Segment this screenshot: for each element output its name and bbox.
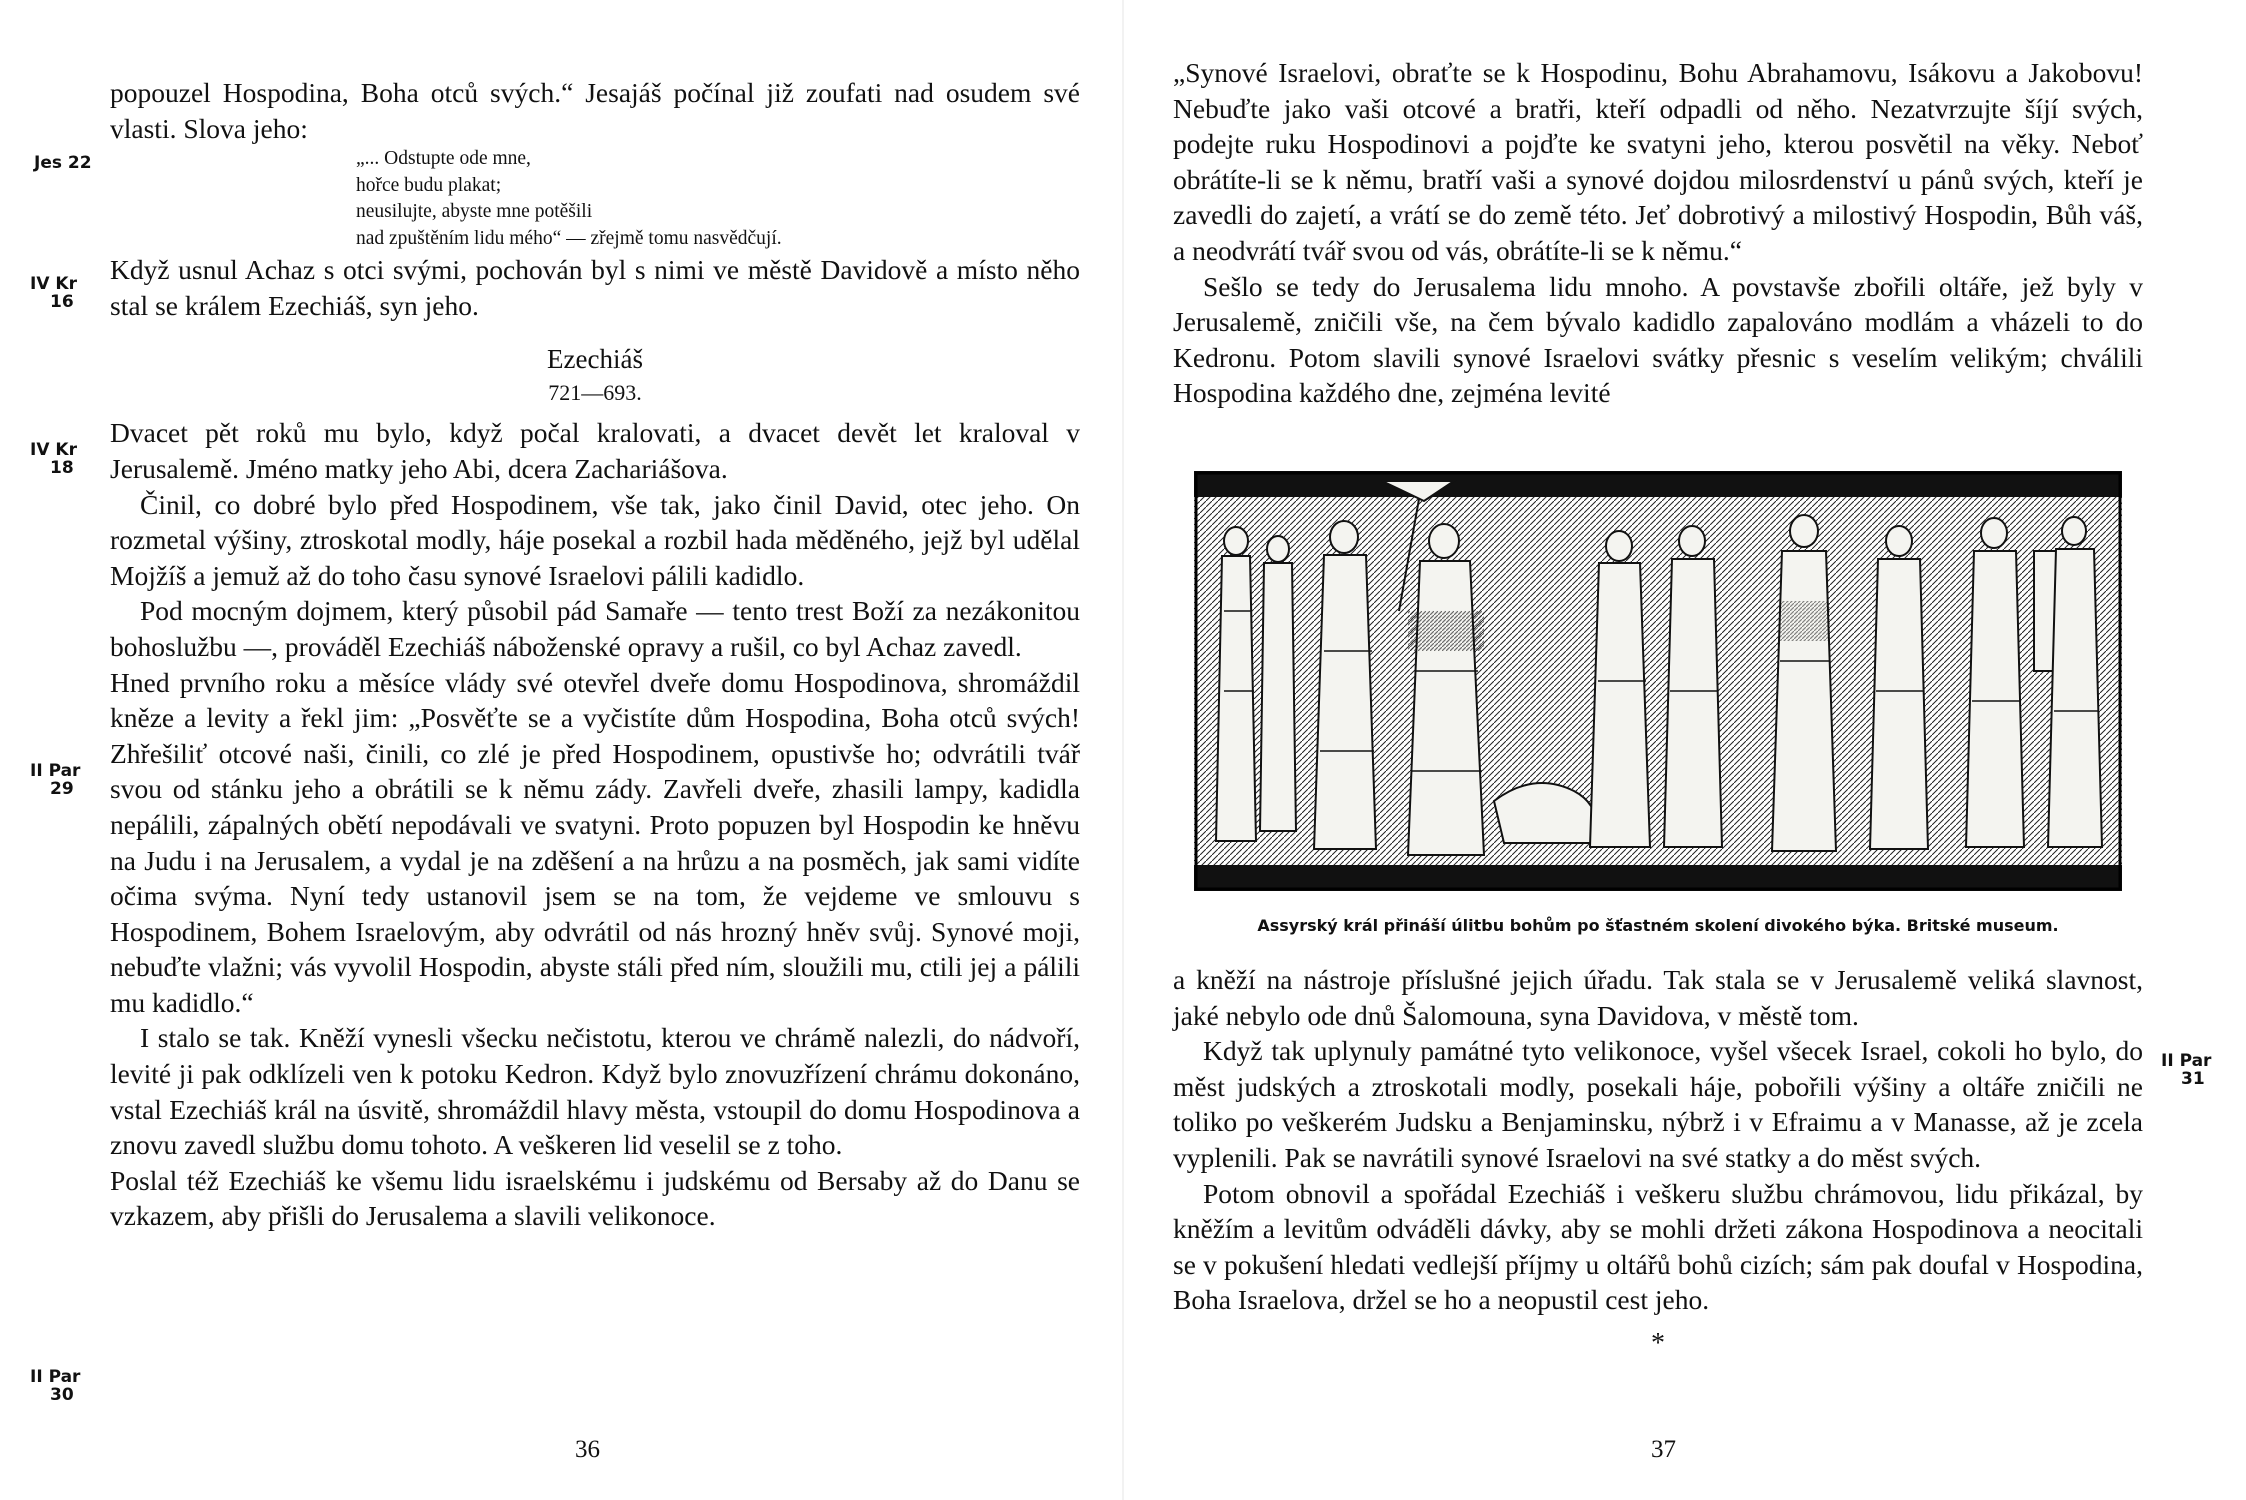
paragraph: Činil, co dobré bylo před Hospodinem, vše tak, jako činil David, otec jeho. On rozmetal výšiny, ztroskotal modly, háje posekal a rozbil hada měděného, jejž byl udělal Mojžíš a jemuž až do toho času synové Israelovi pálili kadidlo. [110,488,1080,591]
ref-text: Jes 22 [34,153,92,173]
paragraph: Hned prvního roku a měsíce vlády své otevřel dveře domu Hospodinova, shromáždil kněze a levity a řekl jim: „Posvěťte se a vyčistíte dům Hospodina, Boha otců svých! Zhřešiliť otcové naši, činili, co zlé je před Hospodinem, opustivše ho; odvrátili tvář svou od stánku jeho a obrátili se k němu zády. Zavřeli dveře, zhasili lampy, kadidla nepálili, zápalných obětí nepodávali ve svatyni. Proto popuzen byl Hospodin ke hněvu na Judu i na Jerusalem, a vydal je na zděšení a na hrůzu a na posměch, jak sami vidíte očima svýma. Nyní tedy ustanovil jsem se na tom, že vejdeme ve smlouvu s Hospodinem, Bohem Israelovým, aby odvrátil od nás hrozný hněv svůj. Synové moji, nebuďte vlažni; vás vyvolil Hospodin, abyste stáli před ním, sloužili mu, ctili jej a pálili mu kadidlo.“ [110,666,1080,1018]
paragraph: Sešlo se tedy do Jerusalema lidu mnoho. A povstavše zbořili oltáře, jež byly v Jerusalemě, zničili vše, na čem bývalo kadidlo zapalováno modlám a vházeli to do Kedronu. Potom slavili synové Israelovi svátky přesnic s veselím velikým; chválili Hospodina každého dne, zejména levité [1173,270,2143,409]
poem-line: „... Odstupte ode mne, [356,148,531,170]
margin-ref-ivkr-16 [30,275,77,311]
ref-book: II Par [30,761,81,781]
achaz-paragraph: Když usnul Achaz s otci svými, pochován byl s nimi ve městě Davidově a místo něho stal se králem Ezechiáš, syn jeho. [110,254,1080,321]
section-heading [110,343,1080,409]
ref-chapter: 30 [50,1385,74,1405]
margin-ref-ivkr-18 [30,441,77,477]
figure-caption: Assyrský král přináší úlitbu bohům po šťastném skolení divokého býka. Britské museum. [1257,916,2059,935]
paragraph: Poslal též Ezechiáš ke všemu lidu israelskému i judskému od Bersaby až do Danu se vzkazem, aby přišli do Jerusalema a slavili velikonoce. [110,1164,1080,1232]
paragraph: a kněží na nástroje příslušné jejich úřadu. Tak stala se v Jerusalemě veliká slavnost, jaké nebylo ode dnů Šalomouna, syna Davidova, v městě tom. [1173,964,2143,1031]
page-number: 37 [1651,1436,1676,1463]
ref-book: II Par [2161,1051,2212,1071]
assyrian-relief-illustration [1194,471,2122,891]
poem-line: nad zpuštěním lidu mého“ — zřejmě tomu nasvědčují. [356,227,782,249]
ref-book: IV Kr [30,274,77,294]
right-page-text-top [1173,55,2143,411]
paragraph: „Synové Israelovi, obraťte se k Hospodinu, Bohu Abrahamovu, Isákovu a Jakobovu! Nebuďte jako vaši otcové a bratři, kteří odpadli od něho. Nezatvrzujte šíjí svých, podejte ruku Hospodinovi a pojďte ke svatyni jeho, kterou posvětil na věky. Neboť obrátíte-li se k němu, bratří vaši a synové dojdou milosrdenství u pánů svých, kteří je zavedli do zajetí, a vrátí se do země této. Jeť dobrotivý a milostivý Hospodin, Bůh váš, a neodvrátí tvář svou od vás, obrátíte-li se k němu.“ [1173,57,2143,266]
margin-ref-jes-22 [34,154,92,172]
paragraph: Pod mocným dojmem, který působil pád Samaře — tento trest Boží za nezákonitou bohoslužbu —, prováděl Ezechiáš náboženské opravy a rušil, co byl Achaz zavedl. [110,595,1080,662]
poem-line: hořce budu plakat; [356,174,502,196]
left-page-text [110,75,1080,1234]
ref-book: IV Kr [30,440,77,460]
intro-paragraph: popouzel Hospodina, Boha otců svých.“ Jesajáš počínal již zoufati nad osudem své vlasti. Slova jeho: [110,77,1080,144]
heading-dates: 721—693. [548,380,642,406]
ref-chapter: 31 [2181,1069,2205,1089]
ref-chapter: 29 [50,779,74,799]
paragraph: Potom obnovil a spořádal Ezechiáš i veškeru službu chrámovou, lidu přikázal, by kněžím a levitům odváděli dávky, aby se mohli držeti zákona Hospodinova a neocitali se v pokušení hledati vedlejší příjmy u oltářů bohů cizích; sám pak doufal v Hospodina, Boha Israelova, držel se ho a neopustil cest jeho. [1173,1177,2143,1316]
margin-ref-ipar-29 [30,762,80,798]
ref-book: II Par [30,1367,81,1387]
paragraph: Když tak uplynuly památné tyto velikonoce, vyšel všecek Israel, cokoli ho bylo, do měst judských a ztroskotali modly, posekali háje, pobořili výšiny a oltáře zničili ne toliko po veškerém Judsku a Benjaminsku, nýbrž i v Efraimu a v Manasse, až je zcela vyplenili. Pak se navrátili synové Israelovi na své statky a do měst svých. [1173,1035,2143,1173]
ref-chapter: 18 [50,458,74,478]
right-page [1123,0,2246,1500]
isaiah-quote [356,146,1080,252]
ref-chapter: 16 [50,292,74,312]
relief-image [1194,471,2122,891]
heading-title: Ezechiáš [547,344,643,375]
right-page-text-bottom [1173,962,2143,1362]
section-separator: * [1651,1327,1665,1359]
poem-line: neusilujte, abyste mne potěšili [356,201,593,223]
paragraph: I stalo se tak. Kněží vynesli všecku nečistotu, kterou ve chrámě nalezli, do nádvoří, levité ji pak odklízeli ven k potoku Kedron. Když bylo znovuzřízení chrámu dokonáno, vstal Ezechiáš král na úsvitě, shromáždil hlavy města, vstoupil do domu Hospodinova a znovu zavedl službu domu tohoto. A veškeren lid veselil se z toho. [110,1022,1080,1161]
margin-ref-ipar-31 [2161,1052,2211,1088]
page-number: 36 [575,1436,600,1463]
margin-ref-ipar-30 [30,1368,80,1404]
paragraph: Dvacet pět roků mu bylo, když počal kralovati, a dvacet devět let kraloval v Jerusalemě. Jméno matky jeho Abi, dcera Zachariášova. [110,417,1080,484]
